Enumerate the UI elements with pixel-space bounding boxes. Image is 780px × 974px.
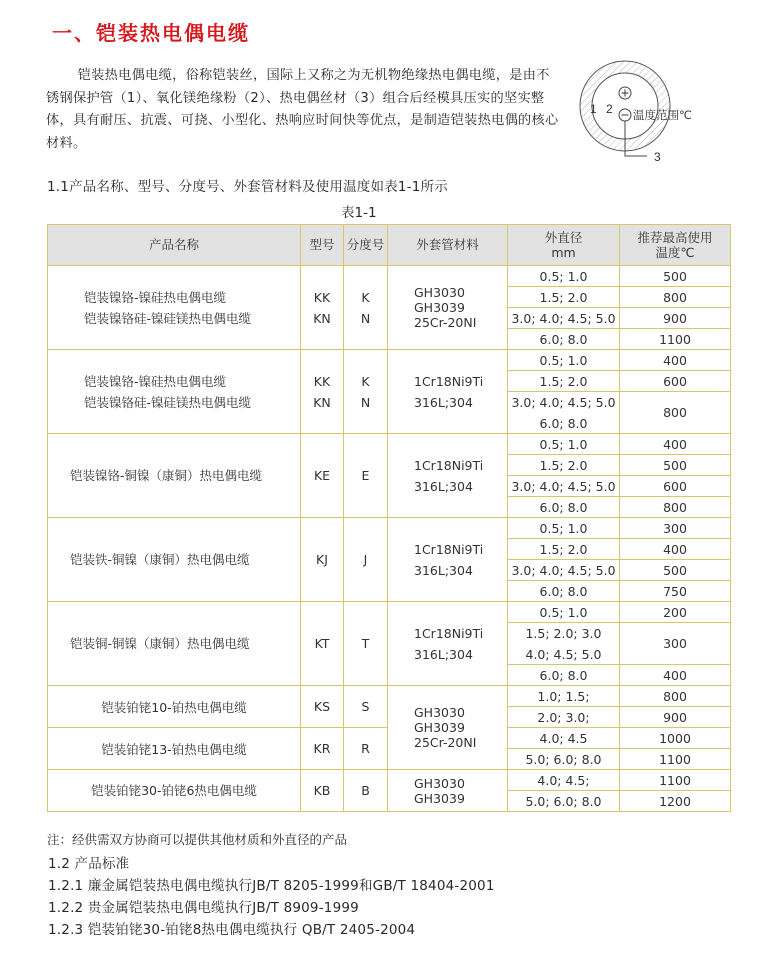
temperature-cell — [619, 496, 731, 518]
product-names — [91, 780, 257, 801]
temperature-cell — [619, 265, 731, 287]
diameter-value: 1.0; 1.5; — [537, 688, 590, 704]
diameter-cell — [507, 454, 620, 476]
sheath-material: 1Cr18Ni9Ti — [414, 373, 484, 389]
graduation-code: R — [361, 741, 370, 756]
sheath-material: 316L;304 — [414, 478, 473, 494]
header-graduation — [343, 224, 388, 266]
temperature-value: 800 — [663, 688, 687, 704]
header-diameter — [507, 224, 620, 266]
model-cell — [300, 601, 344, 686]
header-graduation-label: 分度号 — [346, 237, 385, 252]
sheath-material-cell — [387, 265, 508, 350]
sheath-material-cell — [387, 349, 508, 434]
diameter-value: 4.0; 4.5 — [539, 730, 588, 746]
header-diameter-label: 外直径 — [544, 230, 583, 245]
model-code: KJ — [316, 552, 328, 567]
diameter-cell — [507, 370, 620, 392]
sheath-material: 316L;304 — [414, 646, 473, 662]
sheath-material: GH3030 — [414, 705, 465, 720]
diameter-value: 0.5; 1.0 — [539, 268, 588, 284]
diameter-value: 3.0; 4.0; 4.5; 5.0 — [511, 394, 616, 410]
temperature-cell — [619, 559, 731, 581]
product-name: 铠装镍铬硅-镍硅镁热电偶电缆 — [84, 394, 252, 410]
temperature-value: 800 — [663, 499, 687, 515]
product-name: 铠装铂铑30-铂铑6热电偶电缆 — [91, 783, 257, 798]
diameter-cell — [507, 265, 620, 287]
product-name: 铠装铁-铜镍（康铜）热电偶电缆 — [70, 552, 250, 567]
diameter-cell — [507, 706, 620, 728]
model-cell — [300, 685, 344, 728]
model-cell — [300, 517, 344, 602]
product-name-cell — [47, 727, 301, 770]
diameter-value: 5.0; 6.0; 8.0 — [525, 793, 602, 809]
diagram-label-3: 3 — [654, 150, 661, 164]
diameter-cell — [507, 559, 620, 581]
standard-item-1: 1.2.1 廉金属铠装热电偶电缆执行JB/T 8205-1999和GB/T 18404-2001 — [48, 878, 495, 894]
temperature-value: 300 — [663, 520, 687, 536]
graduation-code: N — [360, 394, 371, 410]
diameter-value: 1.5; 2.0; 3.0 — [525, 625, 602, 641]
temperature-value: 1100 — [659, 331, 691, 347]
product-name-cell — [47, 433, 301, 518]
temperature-cell — [619, 349, 731, 371]
diameter-cell — [507, 769, 620, 791]
sheath-material-cell — [387, 685, 508, 770]
temperature-value: 1000 — [659, 730, 691, 746]
diameter-values — [511, 392, 615, 434]
sheath-material: GH3030 — [414, 775, 465, 791]
graduation-cell — [343, 727, 388, 770]
temperature-value: 500 — [663, 562, 687, 578]
sheath-material: 1Cr18Ni9Ti — [414, 541, 484, 557]
graduation-cell — [343, 517, 388, 602]
sheath-material-cell — [387, 601, 508, 686]
product-table — [47, 224, 731, 811]
graduation-code: N — [360, 310, 371, 326]
temperature-cell — [619, 727, 731, 749]
diameter-value: 2.0; 3.0; — [537, 709, 590, 725]
diagram-temp-label: 温度范围℃ — [633, 108, 692, 122]
temperature-value: 500 — [663, 457, 687, 473]
diagram-label-2: 2 — [606, 102, 613, 116]
temperature-cell — [619, 328, 731, 350]
product-names — [70, 465, 262, 486]
sheath-material-cell — [387, 433, 508, 518]
diameter-cell — [507, 601, 620, 623]
diameter-cell — [507, 748, 620, 770]
model-cell — [300, 727, 344, 770]
header-temperature — [619, 224, 731, 266]
diameter-cell — [507, 328, 620, 350]
temperature-cell — [619, 454, 731, 476]
temperature-cell — [619, 685, 731, 707]
model-code: KT — [314, 636, 330, 651]
graduation-codes — [362, 633, 370, 654]
diameter-value: 6.0; 8.0 — [539, 667, 588, 683]
temperature-value: 600 — [663, 373, 687, 389]
graduation-code: B — [361, 783, 370, 798]
sheath-materials — [414, 539, 483, 581]
model-code: KN — [313, 394, 331, 410]
model-code: KN — [313, 310, 331, 326]
temperature-value: 1100 — [659, 772, 691, 788]
temperature-cell — [619, 370, 731, 392]
diameter-value: 0.5; 1.0 — [539, 436, 588, 452]
temperature-value: 500 — [663, 268, 687, 284]
diameter-cell — [507, 286, 620, 308]
intro-text: 铠装热电偶电缆，俗称铠装丝，国际上又称之为无机物绝缘热电偶电缆，是由不锈钢保护管（1）、氧化镁绝缘粉（2）、热电偶丝材（3）组合后经模具压实的坚实整体，具有耐压、抗震、可挠、小型化、热响应时间快等优点，是制造铠装热电偶的核心材料。 — [46, 68, 559, 151]
diameter-values — [525, 623, 601, 665]
model-cell — [300, 433, 344, 518]
temperature-cell — [619, 601, 731, 623]
temperature-cell — [619, 622, 731, 665]
temperature-cell — [619, 790, 731, 812]
temperature-cell — [619, 706, 731, 728]
sheath-material: 25Cr-20NI — [414, 315, 477, 330]
product-name: 铠装镍铬-镍硅热电偶电缆 — [84, 289, 227, 305]
temperature-cell — [619, 538, 731, 560]
table-note: 注：经供需双方协商可以提供其他材质和外直径的产品 — [47, 832, 348, 847]
temperature-cell — [619, 433, 731, 455]
cable-cross-section-diagram — [567, 54, 727, 184]
graduation-cell — [343, 433, 388, 518]
model-cell — [300, 349, 344, 434]
sheath-material: 316L;304 — [414, 394, 473, 410]
temperature-value: 900 — [663, 310, 687, 326]
model-code: KK — [313, 373, 331, 389]
sheath-material-cell — [387, 517, 508, 602]
product-name-cell — [47, 265, 301, 350]
diameter-cell — [507, 496, 620, 518]
graduation-code: T — [361, 636, 370, 651]
product-name: 铠装镍铬硅-镍硅镁热电偶电缆 — [84, 310, 252, 326]
graduation-code: K — [361, 373, 370, 389]
temperature-cell — [619, 286, 731, 308]
model-codes — [314, 465, 330, 486]
diameter-value: 1.5; 2.0 — [539, 541, 588, 557]
header-sheath-label: 外套管材料 — [416, 237, 479, 252]
model-code: KK — [313, 289, 331, 305]
sheath-material: 1Cr18Ni9Ti — [414, 457, 484, 473]
model-code: KE — [313, 468, 331, 483]
diameter-value: 1.5; 2.0 — [539, 289, 588, 305]
sheath-materials — [414, 623, 483, 665]
diameter-value: 4.0; 4.5; — [537, 772, 590, 788]
temperature-cell — [619, 748, 731, 770]
temperature-value: 400 — [663, 352, 687, 368]
product-names — [70, 549, 250, 570]
temperature-value: 800 — [663, 405, 687, 420]
diameter-cell — [507, 538, 620, 560]
model-codes — [313, 287, 331, 329]
header-name — [47, 224, 301, 266]
product-name: 铠装铂铑13-铂热电偶电缆 — [101, 741, 247, 757]
standard-item-3: 1.2.3 铠装铂铑30-铂铑8热电偶电缆执行 QB/T 2405-2004 — [48, 922, 416, 938]
product-name-cell — [47, 349, 301, 434]
model-cell — [300, 265, 344, 350]
product-name: 铠装铜-铜镍（康铜）热电偶电缆 — [70, 636, 250, 651]
temperature-value: 400 — [663, 667, 687, 683]
header-temp-unit: 温度℃ — [655, 245, 695, 260]
model-codes — [315, 633, 330, 654]
graduation-cell — [343, 265, 388, 350]
diameter-value: 3.0; 4.0; 4.5; 5.0 — [511, 562, 616, 578]
sheath-material: 316L;304 — [414, 562, 473, 578]
standards-heading: 1.2 产品标准 — [48, 856, 130, 872]
graduation-codes — [361, 371, 370, 413]
temperature-value: 400 — [663, 541, 687, 557]
sheath-material: GH3030 — [414, 285, 465, 300]
sheath-material: GH3039 — [414, 300, 465, 315]
diameter-value: 0.5; 1.0 — [539, 520, 588, 536]
diameter-cell — [507, 475, 620, 497]
temperature-cell — [619, 307, 731, 329]
temperature-value: 400 — [663, 436, 687, 452]
product-name: 铠装镍铬-铜镍（康铜）热电偶电缆 — [70, 468, 263, 483]
sheath-materials — [414, 285, 476, 330]
sheath-material-cell — [387, 769, 508, 812]
diameter-cell — [507, 307, 620, 329]
diameter-cell — [507, 790, 620, 812]
diameter-value: 5.0; 6.0; 8.0 — [525, 751, 602, 767]
temperature-cell — [619, 580, 731, 602]
graduation-codes — [361, 287, 370, 329]
model-codes — [314, 780, 331, 801]
model-code: KB — [313, 783, 331, 798]
diameter-cell — [507, 391, 620, 434]
intro-paragraph — [46, 65, 561, 155]
product-names — [84, 371, 251, 413]
graduation-cell — [343, 769, 388, 812]
graduation-code: E — [361, 468, 370, 483]
temperature-value: 750 — [663, 583, 687, 599]
table-caption: 表1-1 — [341, 205, 377, 221]
diameter-cell — [507, 349, 620, 371]
header-diameter-unit: mm — [551, 245, 576, 260]
graduation-code: S — [361, 699, 370, 714]
section-1-1-heading: 1.1产品名称、型号、分度号、外套管材料及使用温度如表1-1所示 — [47, 179, 448, 195]
product-name: 铠装镍铬-镍硅热电偶电缆 — [84, 373, 227, 389]
diagram-label-1: 1 — [590, 102, 597, 116]
temperature-cell — [619, 769, 731, 791]
model-cell — [300, 769, 344, 812]
temperature-value: 300 — [663, 636, 687, 651]
temperature-cell — [619, 391, 731, 434]
diameter-cell — [507, 433, 620, 455]
diameter-value: 3.0; 4.0; 4.5; 5.0 — [511, 478, 616, 494]
diameter-value: 3.0; 4.0; 4.5; 5.0 — [511, 310, 616, 326]
header-temp-label: 推荐最高使用 — [637, 230, 713, 245]
product-name-cell — [47, 769, 301, 812]
product-names — [70, 633, 250, 654]
diameter-value: 4.0; 4.5; 5.0 — [525, 646, 602, 662]
sheath-materials — [414, 776, 465, 806]
sheath-material: 25Cr-20NI — [414, 735, 477, 750]
temperature-value: 600 — [663, 478, 687, 494]
temperature-cell — [619, 517, 731, 539]
diameter-cell — [507, 517, 620, 539]
diameter-cell — [507, 685, 620, 707]
sheath-materials — [414, 455, 483, 497]
graduation-codes — [362, 465, 370, 486]
graduation-codes — [364, 549, 368, 570]
sheath-material: 1Cr18Ni9Ti — [414, 625, 484, 641]
product-name-cell — [47, 517, 301, 602]
standard-item-2: 1.2.2 贵金属铠装热电偶电缆执行JB/T 8909-1999 — [48, 900, 359, 916]
header-model — [300, 224, 344, 266]
diameter-cell — [507, 580, 620, 602]
diameter-value: 0.5; 1.0 — [539, 352, 588, 368]
diameter-cell — [507, 727, 620, 749]
graduation-cell — [343, 349, 388, 434]
temperature-value: 1200 — [659, 793, 691, 809]
temperature-value: 800 — [663, 289, 687, 305]
model-code: KS — [313, 699, 331, 714]
model-codes — [316, 549, 328, 570]
graduation-code: K — [361, 289, 370, 305]
diameter-value: 1.5; 2.0 — [539, 457, 588, 473]
graduation-cell — [343, 601, 388, 686]
temperature-value: 900 — [663, 709, 687, 725]
temperature-cell — [619, 664, 731, 686]
temperature-value: 200 — [663, 604, 687, 620]
diameter-value: 6.0; 8.0 — [539, 415, 588, 431]
diameter-value: 0.5; 1.0 — [539, 604, 588, 620]
header-name-label: 产品名称 — [148, 237, 199, 252]
sheath-material: GH3039 — [414, 790, 465, 806]
temperature-value: 1100 — [659, 751, 691, 767]
header-model-label: 型号 — [309, 237, 335, 252]
graduation-cell — [343, 685, 388, 728]
graduation-code: J — [363, 552, 368, 567]
product-name-cell — [47, 685, 301, 728]
header-sheath — [387, 224, 508, 266]
diameter-value: 6.0; 8.0 — [539, 499, 588, 515]
temperature-cell — [619, 475, 731, 497]
product-name: 铠装铂铑10-铂热电偶电缆 — [101, 699, 247, 715]
diameter-value: 1.5; 2.0 — [539, 373, 588, 389]
graduation-codes — [361, 780, 370, 801]
sheath-material: GH3039 — [414, 720, 465, 735]
model-code: KR — [313, 741, 331, 756]
product-name-cell — [47, 601, 301, 686]
diameter-cell — [507, 622, 620, 665]
product-names — [84, 287, 251, 329]
model-codes — [313, 371, 331, 413]
sheath-materials — [414, 705, 476, 750]
section-title: 一、铠装热电偶电缆 — [52, 21, 250, 45]
diameter-value: 6.0; 8.0 — [539, 583, 588, 599]
diameter-value: 6.0; 8.0 — [539, 331, 588, 347]
sheath-materials — [414, 371, 483, 413]
diameter-cell — [507, 664, 620, 686]
